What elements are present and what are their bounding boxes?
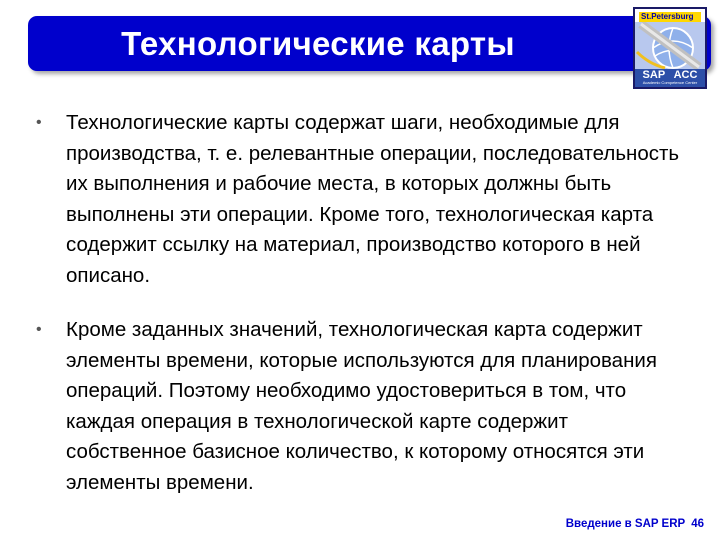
bullet-item [36, 315, 686, 498]
globe-network-icon [635, 22, 705, 69]
title-bar [28, 16, 711, 71]
slide-title: Технологические карты [121, 25, 515, 62]
sap-acc-logo [633, 7, 707, 89]
bullet-marker: • [36, 321, 42, 338]
bullet-item [36, 108, 686, 291]
footer-label: Введение в SAP ERP [565, 518, 686, 530]
logo-city-label: St.Petersburg [639, 12, 701, 22]
bullet-marker: • [36, 114, 42, 131]
logo-acronym: SAP ACC [642, 69, 698, 81]
page-number: 46 [691, 518, 704, 530]
bullet-text: Кроме заданных значений, технологическая карта содержит элементы времени, которые используются для планирования операций. Поэтому необходимо удостовериться в том, что каждая операция в технологической карте содержит собственное базисное количество, к которому относятся эти элементы времени. [66, 318, 657, 494]
logo-band [635, 69, 705, 87]
logo-tagline: Academic Competence Center [642, 80, 698, 85]
bullet-text: Технологические карты содержат шаги, необходимые для производства, т. е. релевантные операции, последовательность их выполнения и рабочие места, в которых должны быть выполнены эти операции. Кроме того, технологическая карта содержит ссылку на материал, производство которого в ней описано. [66, 111, 680, 287]
slide-footer [566, 518, 704, 530]
slide-body [36, 108, 686, 498]
